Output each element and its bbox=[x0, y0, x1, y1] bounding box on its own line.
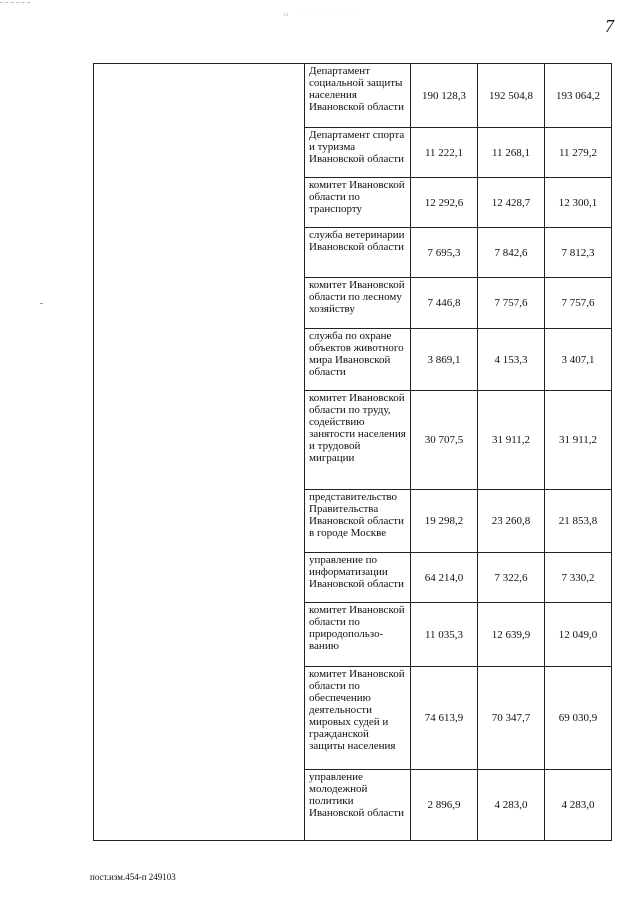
value-cell-1: 11 035,3 bbox=[411, 603, 478, 667]
value-cell-3: 3 407,1 bbox=[545, 329, 612, 391]
value-cell-3: 7 812,3 bbox=[545, 228, 612, 278]
value-cell-1: 3 869,1 bbox=[411, 329, 478, 391]
department-cell: служба ветеринарии Ивановской области bbox=[305, 228, 411, 278]
value-cell-2: 192 504,8 bbox=[478, 64, 545, 128]
value-cell-3: 12 049,0 bbox=[545, 603, 612, 667]
value-cell-1: 19 298,2 bbox=[411, 490, 478, 553]
department-cell: служба по охране объектов животного мира Ивановской области bbox=[305, 329, 411, 391]
footer-note: пост.изм.454-п 249103 bbox=[90, 872, 176, 882]
department-cell: комитет Ивановской области по лесному хозяйству bbox=[305, 278, 411, 329]
value-cell-2: 12 639,9 bbox=[478, 603, 545, 667]
department-cell: управление молодежной политики Ивановской области bbox=[305, 770, 411, 841]
value-cell-2: 70 347,7 bbox=[478, 667, 545, 770]
value-cell-2: 4 153,3 bbox=[478, 329, 545, 391]
table-row bbox=[94, 64, 612, 128]
value-cell-1: 7 446,8 bbox=[411, 278, 478, 329]
value-cell-2: 31 911,2 bbox=[478, 391, 545, 490]
value-cell-2: 7 757,6 bbox=[478, 278, 545, 329]
value-cell-3: 69 030,9 bbox=[545, 667, 612, 770]
department-cell: представительство Правительства Ивановской области в городе Москве bbox=[305, 490, 411, 553]
value-cell-2: 7 842,6 bbox=[478, 228, 545, 278]
scan-dot bbox=[40, 303, 43, 304]
value-cell-3: 193 064,2 bbox=[545, 64, 612, 128]
value-cell-2: 11 268,1 bbox=[478, 128, 545, 178]
value-cell-3: 21 853,8 bbox=[545, 490, 612, 553]
department-cell: комитет Ивановской области по природопользо-ванию bbox=[305, 603, 411, 667]
page-number: 7 bbox=[605, 16, 614, 36]
scan-corner-mark bbox=[0, 2, 30, 3]
header-scan-marks: ы · · · · · · · bbox=[284, 12, 358, 18]
budget-table bbox=[93, 63, 612, 841]
department-cell: Департамент спорта и туризма Ивановской области bbox=[305, 128, 411, 178]
value-cell-2: 4 283,0 bbox=[478, 770, 545, 841]
value-cell-1: 64 214,0 bbox=[411, 553, 478, 603]
value-cell-3: 12 300,1 bbox=[545, 178, 612, 228]
value-cell-1: 11 222,1 bbox=[411, 128, 478, 178]
value-cell-1: 74 613,9 bbox=[411, 667, 478, 770]
value-cell-2: 23 260,8 bbox=[478, 490, 545, 553]
department-cell: комитет Ивановской области по обеспечению деятельности мировых судей и гражданской защиты населения bbox=[305, 667, 411, 770]
value-cell-1: 190 128,3 bbox=[411, 64, 478, 128]
value-cell-1: 7 695,3 bbox=[411, 228, 478, 278]
value-cell-3: 4 283,0 bbox=[545, 770, 612, 841]
department-cell: комитет Ивановской области по транспорту bbox=[305, 178, 411, 228]
value-cell-1: 12 292,6 bbox=[411, 178, 478, 228]
value-cell-1: 2 896,9 bbox=[411, 770, 478, 841]
blank-column-cell bbox=[94, 64, 305, 841]
value-cell-2: 12 428,7 bbox=[478, 178, 545, 228]
value-cell-1: 30 707,5 bbox=[411, 391, 478, 490]
value-cell-3: 31 911,2 bbox=[545, 391, 612, 490]
department-cell: управление по информатизации Ивановской области bbox=[305, 553, 411, 603]
department-cell: комитет Ивановской области по труду, содействию занятости населения и трудовой миграции bbox=[305, 391, 411, 490]
value-cell-3: 11 279,2 bbox=[545, 128, 612, 178]
value-cell-3: 7 757,6 bbox=[545, 278, 612, 329]
department-cell: Департамент социальной защиты населения Ивановской области bbox=[305, 64, 411, 128]
value-cell-3: 7 330,2 bbox=[545, 553, 612, 603]
value-cell-2: 7 322,6 bbox=[478, 553, 545, 603]
